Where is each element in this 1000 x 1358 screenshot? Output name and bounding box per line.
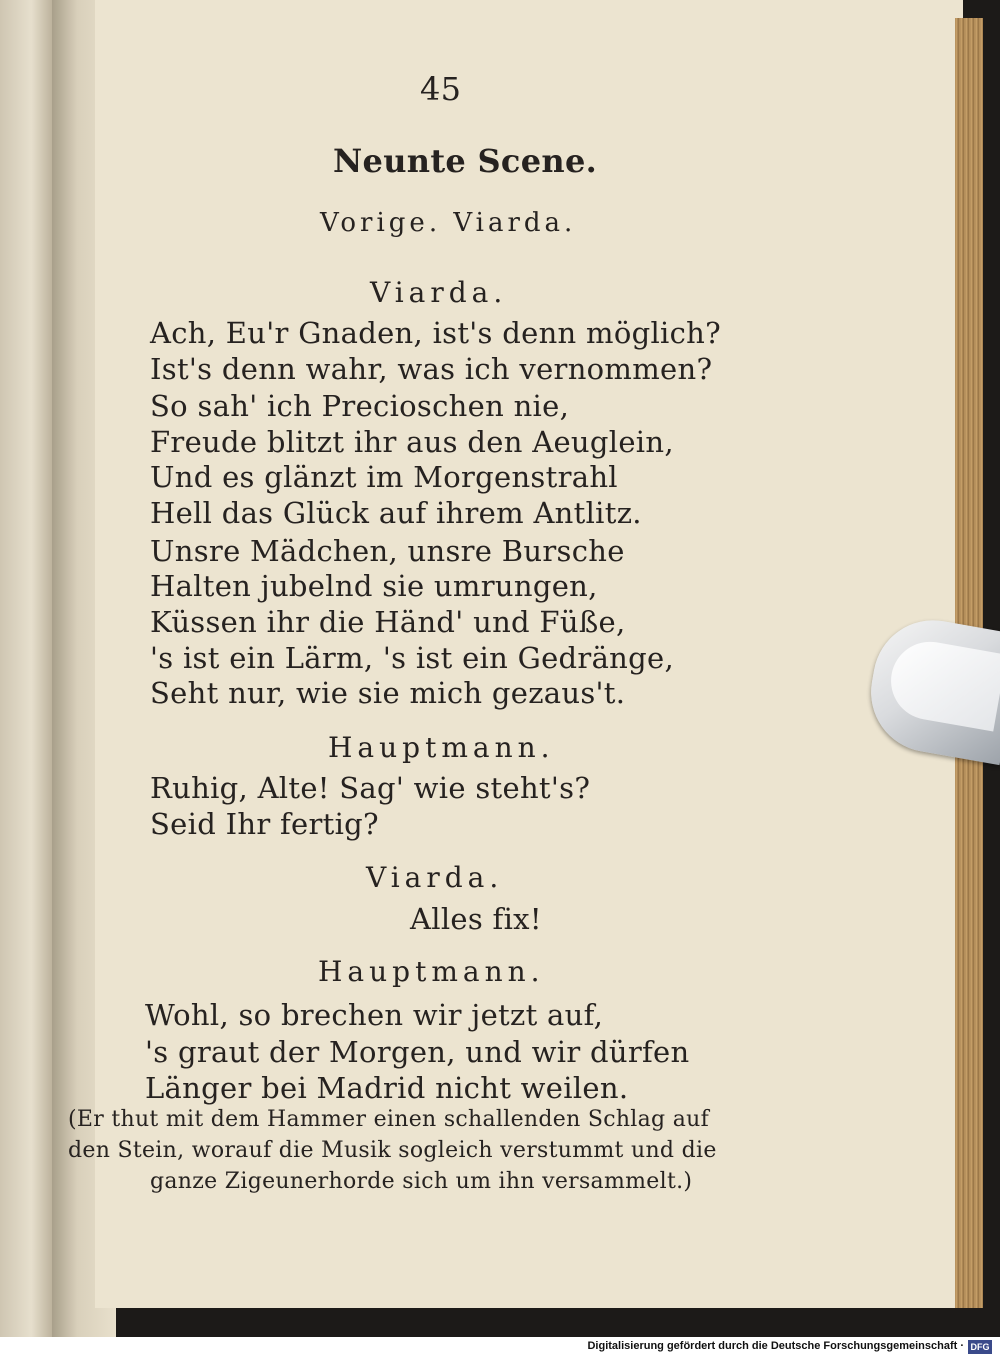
funding-credit: Digitalisierung gefördert durch die Deutsche Forschungsgemeinschaft · (587, 1340, 964, 1352)
page-number: 45 (420, 70, 462, 108)
verse-line: Und es glänzt im Morgenstrahl (150, 460, 618, 494)
scene-title: Neunte Scene. (333, 142, 598, 180)
verse-line: Seid Ihr fertig? (150, 807, 379, 841)
verse-line: Seht nur, wie sie mich gezaus't. (150, 676, 626, 710)
speaker-name: Viarda. (366, 861, 504, 894)
verse-line: Unsre Mädchen, unsre Bursche (150, 534, 625, 568)
stage-direction-line: (Er thut mit dem Hammer einen schallenden Schlag auf (68, 1107, 710, 1132)
speaker-name: Hauptmann. (328, 731, 555, 764)
cast-list: Vorige. Viarda. (320, 208, 577, 238)
speaker-name: Viarda. (370, 276, 508, 309)
verse-line: Halten jubelnd sie umrungen, (150, 569, 598, 603)
stage-direction-line: ganze Zigeunerhorde sich um ihn versammelt.) (150, 1169, 693, 1194)
digitization-footer (0, 1337, 1000, 1358)
verse-line: 's graut der Morgen, und wir dürfen (145, 1035, 690, 1069)
verse-line: Ruhig, Alte! Sag' wie steht's? (150, 771, 591, 805)
verse-line: Ist's denn wahr, was ich vernommen? (150, 352, 713, 386)
verse-line: Ach, Eu'r Gnaden, ist's denn möglich? (150, 316, 721, 350)
speaker-name: Hauptmann. (318, 955, 545, 988)
verse-line: Hell das Glück auf ihrem Antlitz. (150, 496, 642, 530)
verse-line: Alles fix! (410, 902, 542, 936)
stage-direction-line: den Stein, worauf die Musik sogleich verstummt und die (68, 1138, 717, 1163)
verse-line: Küssen ihr die Händ' und Füße, (150, 605, 626, 639)
verse-line: Länger bei Madrid nicht weilen. (145, 1071, 629, 1105)
dfg-logo-icon: DFG (968, 1340, 992, 1354)
verse-line: Wohl, so brechen wir jetzt auf, (145, 998, 604, 1032)
verse-line: So sah' ich Precioschen nie, (150, 389, 570, 423)
verse-line: 's ist ein Lärm, 's ist ein Gedränge, (150, 641, 674, 675)
verse-line: Freude blitzt ihr aus den Aeuglein, (150, 425, 674, 459)
